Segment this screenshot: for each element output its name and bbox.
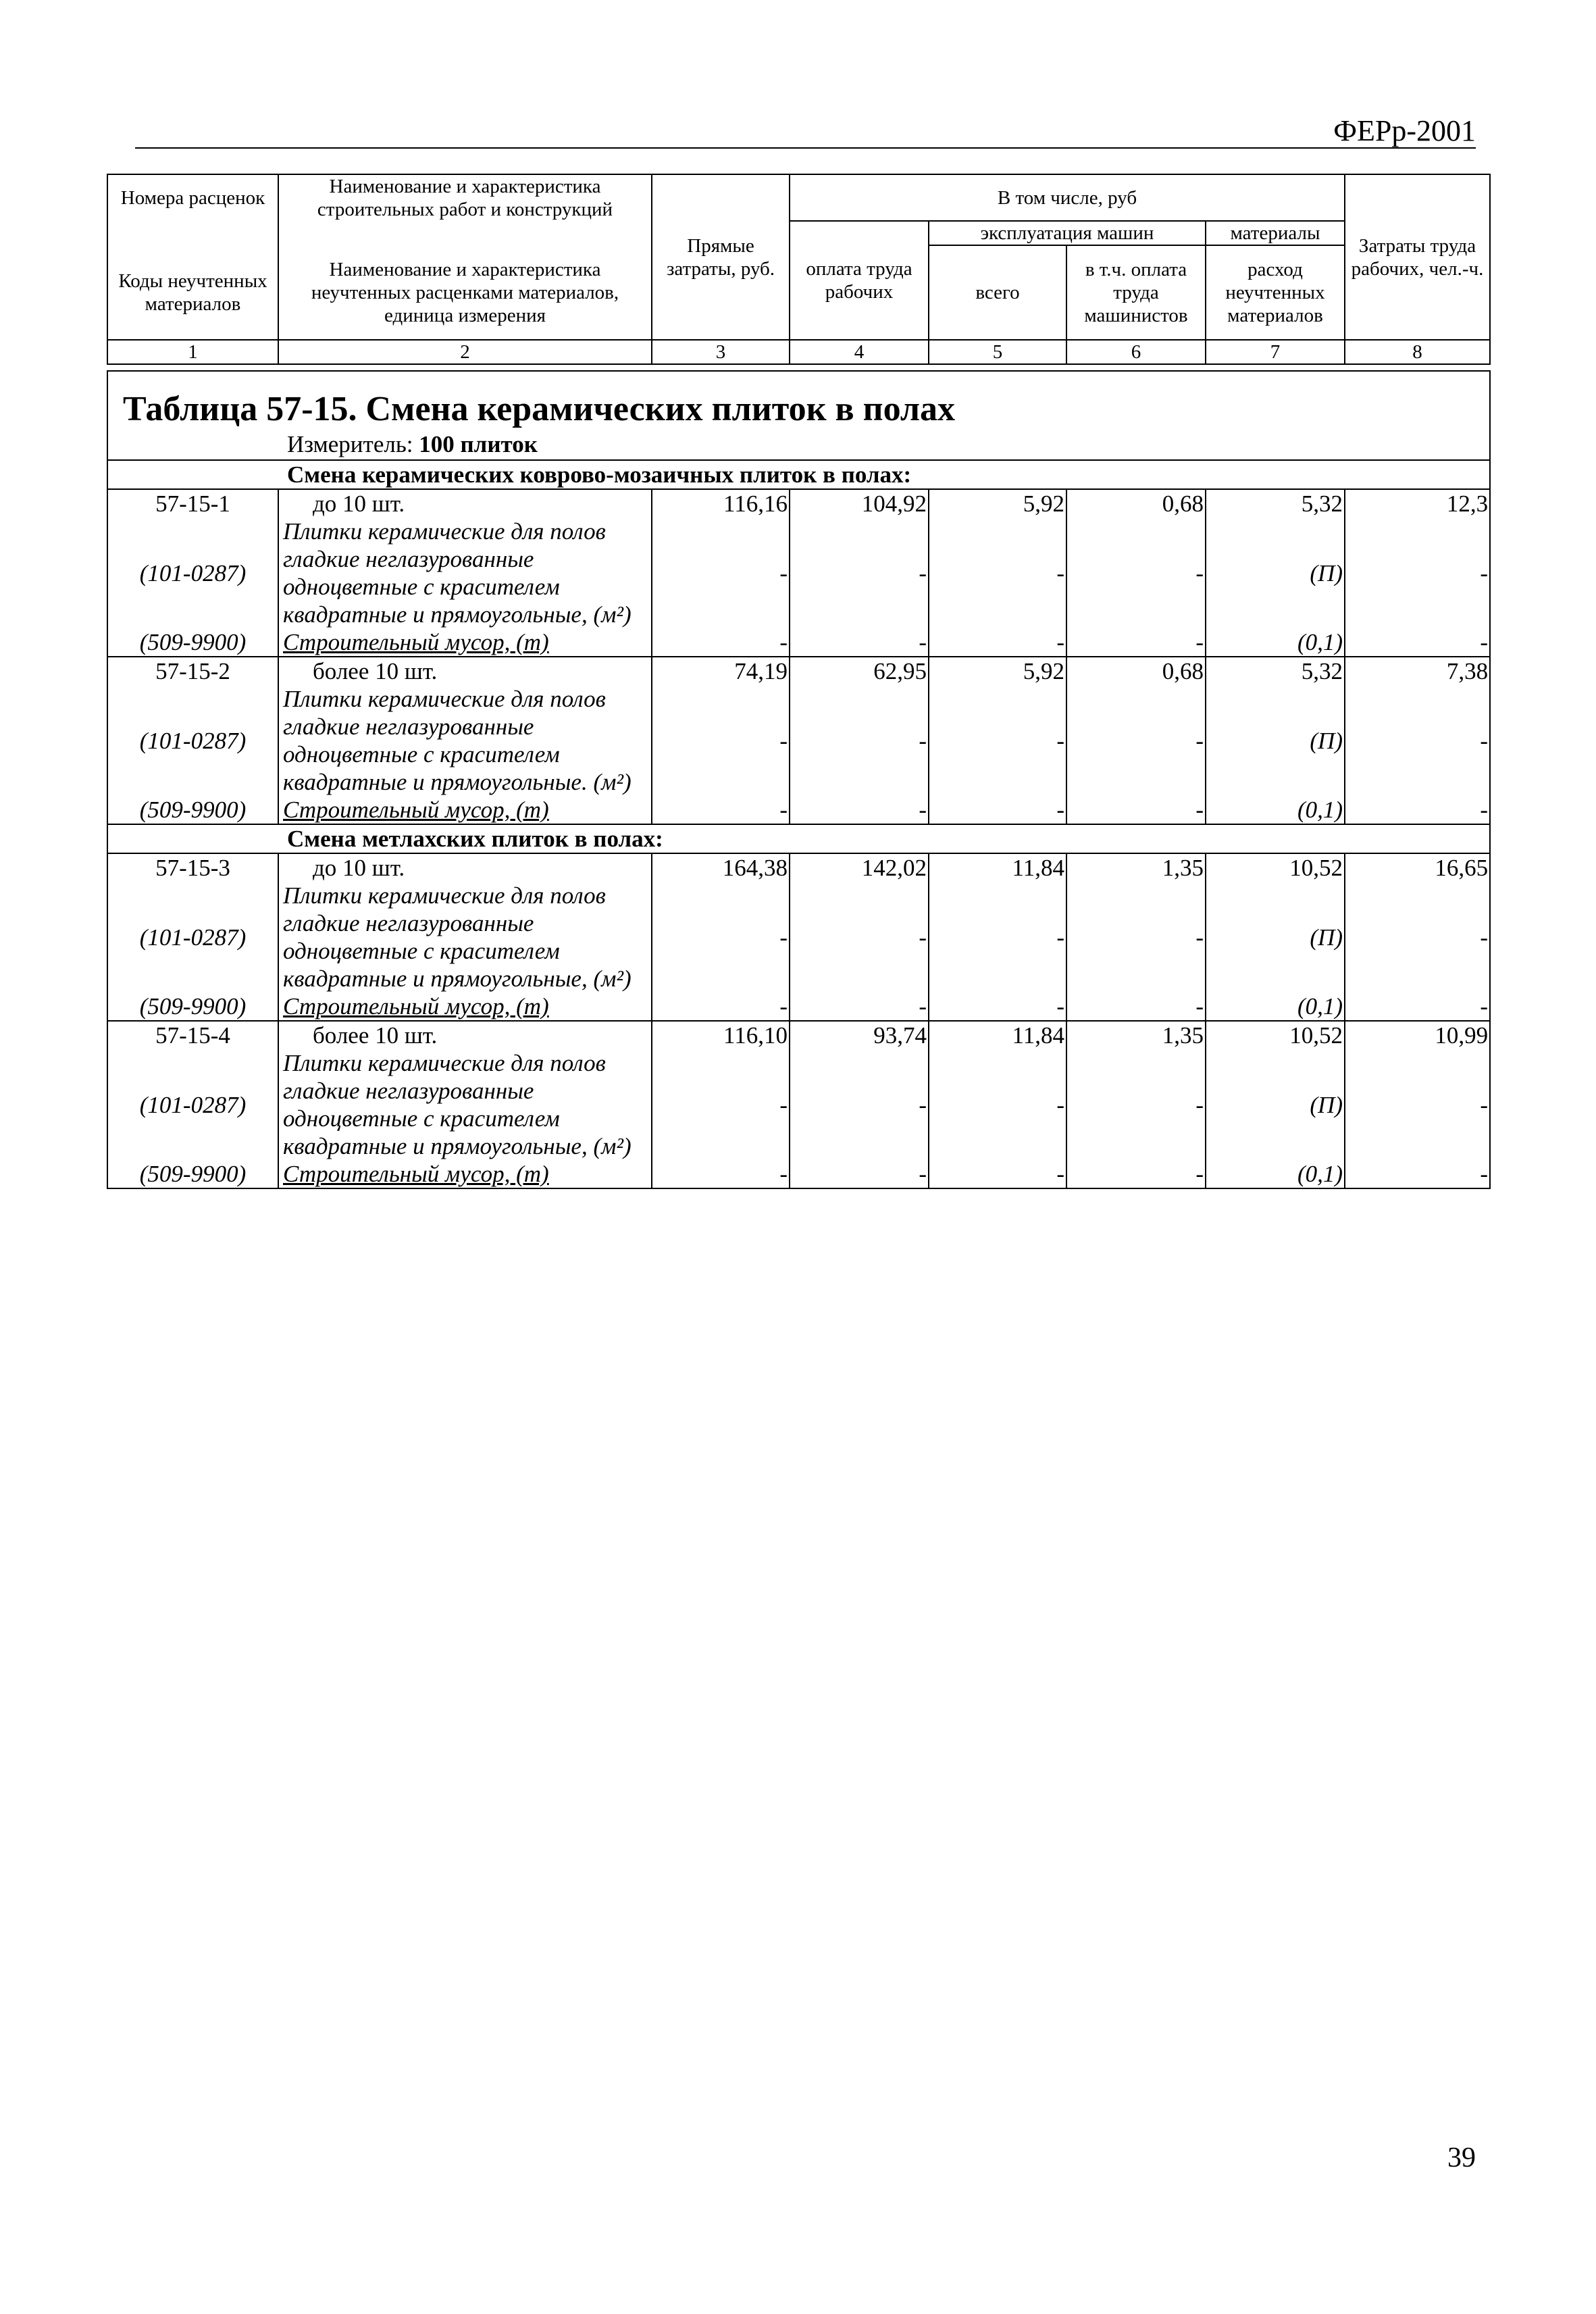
header-rule bbox=[135, 147, 1476, 149]
material-name-line: одноцветные с красителем bbox=[278, 937, 652, 965]
table-row bbox=[107, 1021, 1490, 1049]
table-row bbox=[107, 460, 1490, 489]
rate-value: 93,74 bbox=[790, 1021, 929, 1049]
material-value: - bbox=[790, 628, 929, 657]
material-value: - bbox=[790, 796, 929, 824]
material-code: (509-9900) bbox=[107, 796, 278, 824]
rate-value: 0,68 bbox=[1066, 489, 1206, 518]
table-row bbox=[107, 628, 1490, 657]
material-name-line: гладкие неглазурованные bbox=[278, 1077, 652, 1105]
column-number: 5 bbox=[929, 340, 1066, 364]
material-value: - bbox=[1066, 992, 1206, 1021]
rate-code: 57-15-3 bbox=[107, 853, 278, 882]
rate-value: 10,52 bbox=[1206, 853, 1345, 882]
column-number: 7 bbox=[1206, 340, 1345, 364]
material-value: - bbox=[790, 882, 929, 992]
material-value: - bbox=[1345, 685, 1490, 796]
material-code: (509-9900) bbox=[107, 628, 278, 657]
material-value: - bbox=[1066, 796, 1206, 824]
header-labor-costs: Затраты труда рабочих, чел.-ч. bbox=[1345, 174, 1490, 340]
rate-value: 5,32 bbox=[1206, 489, 1345, 518]
column-number: 2 bbox=[278, 340, 652, 364]
header-operator-pay: в т.ч. оплата труда машинистов bbox=[1066, 245, 1206, 340]
page-number: 39 bbox=[1447, 2142, 1476, 2173]
material-value: - bbox=[929, 685, 1066, 796]
header-material-name: Наименование и характеристика неучтенных расценками материалов, единица измерения bbox=[278, 245, 652, 340]
material-name-line: гладкие неглазурованные bbox=[278, 713, 652, 740]
material-value: - bbox=[652, 628, 790, 657]
material-value: - bbox=[929, 882, 1066, 992]
material-value: - bbox=[929, 992, 1066, 1021]
rate-value: 5,92 bbox=[929, 657, 1066, 685]
rate-value: 11,84 bbox=[929, 1021, 1066, 1049]
header-machines-total: всего bbox=[929, 245, 1066, 340]
column-number: 6 bbox=[1066, 340, 1206, 364]
table-row bbox=[107, 882, 1490, 909]
header-direct-costs: Прямые затраты, руб. bbox=[652, 174, 790, 340]
header-material-codes: Коды неучтенных материалов bbox=[107, 245, 278, 340]
table-row bbox=[107, 853, 1490, 882]
column-number: 1 bbox=[107, 340, 278, 364]
material-value: (0,1) bbox=[1206, 796, 1345, 824]
rate-value: 1,35 bbox=[1066, 853, 1206, 882]
material-value: - bbox=[790, 992, 929, 1021]
table-row bbox=[107, 1049, 1490, 1077]
material-value: - bbox=[1066, 1160, 1206, 1188]
material-value: - bbox=[652, 685, 790, 796]
column-number: 3 bbox=[652, 340, 790, 364]
header-worker-pay: оплата труда рабочих bbox=[790, 221, 929, 340]
material-value: - bbox=[1066, 518, 1206, 628]
material-name-line: квадратные и прямоугольные, (м²) bbox=[278, 965, 652, 992]
material-value: - bbox=[929, 1049, 1066, 1160]
rate-value: 164,38 bbox=[652, 853, 790, 882]
meter-value: 100 плиток bbox=[419, 431, 538, 457]
rate-value: 5,32 bbox=[1206, 657, 1345, 685]
material-name-line: квадратные и прямоугольные, (м²) bbox=[278, 1132, 652, 1160]
material-value: - bbox=[1345, 796, 1490, 824]
rate-value: 116,16 bbox=[652, 489, 790, 518]
table-row bbox=[107, 685, 1490, 713]
material-value: - bbox=[652, 1049, 790, 1160]
table-row bbox=[107, 796, 1490, 824]
rate-value: 5,92 bbox=[929, 489, 1066, 518]
header-materials: материалы bbox=[1206, 221, 1345, 245]
table-title: Таблица 57-15. Смена керамических плиток в полах bbox=[123, 390, 956, 428]
material-value: - bbox=[929, 796, 1066, 824]
table-row bbox=[107, 1160, 1490, 1188]
material-value: - bbox=[1066, 882, 1206, 992]
material-value: (0,1) bbox=[1206, 1160, 1345, 1188]
rate-value: 10,52 bbox=[1206, 1021, 1345, 1049]
material-value: - bbox=[929, 518, 1066, 628]
column-number: 8 bbox=[1345, 340, 1490, 364]
rate-value: 142,02 bbox=[790, 853, 929, 882]
material-value: - bbox=[652, 992, 790, 1021]
material-name-line: Плитки керамические для полов bbox=[278, 685, 652, 713]
material-code: (101-0287) bbox=[107, 882, 278, 992]
material-value: - bbox=[790, 1160, 929, 1188]
rate-code: 57-15-4 bbox=[107, 1021, 278, 1049]
rate-value: 11,84 bbox=[929, 853, 1066, 882]
table-row bbox=[107, 992, 1490, 1021]
material-value: - bbox=[1345, 1049, 1490, 1160]
rate-value: 16,65 bbox=[1345, 853, 1490, 882]
document-code: ФЕРр-2001 bbox=[1333, 114, 1476, 147]
material-value: (0,1) bbox=[1206, 628, 1345, 657]
material-value: - bbox=[1066, 1049, 1206, 1160]
material-value: - bbox=[929, 1160, 1066, 1188]
rate-value: 116,10 bbox=[652, 1021, 790, 1049]
material-value: (П) bbox=[1206, 518, 1345, 628]
material-name: Строительный мусор, (т) bbox=[278, 628, 652, 657]
rate-value: 1,35 bbox=[1066, 1021, 1206, 1049]
material-value: (П) bbox=[1206, 882, 1345, 992]
material-value: - bbox=[652, 1160, 790, 1188]
material-name-line: гладкие неглазурованные bbox=[278, 545, 652, 573]
material-value: - bbox=[790, 1049, 929, 1160]
material-value: - bbox=[1066, 685, 1206, 796]
header-machine-operation: эксплуатация машин bbox=[929, 221, 1206, 245]
material-name-line: одноцветные с красителем bbox=[278, 573, 652, 601]
rate-name: более 10 шт. bbox=[278, 1021, 652, 1049]
material-value: - bbox=[1345, 628, 1490, 657]
material-value: - bbox=[652, 796, 790, 824]
material-value: - bbox=[1066, 628, 1206, 657]
material-value: - bbox=[1345, 882, 1490, 992]
material-value: - bbox=[790, 685, 929, 796]
material-value: - bbox=[790, 518, 929, 628]
rate-name: до 10 шт. bbox=[278, 853, 652, 882]
material-value: - bbox=[1345, 992, 1490, 1021]
material-value: - bbox=[652, 882, 790, 992]
table-row bbox=[107, 657, 1490, 685]
material-code: (101-0287) bbox=[107, 1049, 278, 1160]
material-value: - bbox=[652, 518, 790, 628]
material-value: (П) bbox=[1206, 1049, 1345, 1160]
rate-value: 104,92 bbox=[790, 489, 929, 518]
rate-value: 7,38 bbox=[1345, 657, 1490, 685]
rate-name: более 10 шт. bbox=[278, 657, 652, 685]
table-row bbox=[107, 371, 1490, 430]
material-value: - bbox=[929, 628, 1066, 657]
material-name-line: квадратные и прямоугольные, (м²) bbox=[278, 601, 652, 628]
material-value: - bbox=[1345, 518, 1490, 628]
rate-value: 12,3 bbox=[1345, 489, 1490, 518]
rate-value: 62,95 bbox=[790, 657, 929, 685]
column-header-table bbox=[107, 174, 1491, 365]
material-code: (101-0287) bbox=[107, 518, 278, 628]
header-including: В том числе, руб bbox=[790, 174, 1345, 221]
material-name: Строительный мусор, (т) bbox=[278, 992, 652, 1021]
material-value: (0,1) bbox=[1206, 992, 1345, 1021]
material-code: (101-0287) bbox=[107, 685, 278, 796]
rate-code: 57-15-1 bbox=[107, 489, 278, 518]
rate-code: 57-15-2 bbox=[107, 657, 278, 685]
table-row bbox=[107, 489, 1490, 518]
table-row bbox=[107, 518, 1490, 545]
table-meter bbox=[107, 430, 1490, 460]
rate-name: до 10 шт. bbox=[278, 489, 652, 518]
material-name: Строительный мусор, (т) bbox=[278, 1160, 652, 1188]
rate-value: 10,99 bbox=[1345, 1021, 1490, 1049]
material-code: (509-9900) bbox=[107, 1160, 278, 1188]
material-value: (П) bbox=[1206, 685, 1345, 796]
rate-value: 74,19 bbox=[652, 657, 790, 685]
header-rate-numbers: Номера расценок bbox=[107, 174, 278, 221]
material-name-line: гладкие неглазурованные bbox=[278, 909, 652, 937]
header-work-name: Наименование и характеристика строительных работ и конструкций bbox=[278, 174, 652, 221]
material-name-line: одноцветные с красителем bbox=[278, 740, 652, 768]
material-value: - bbox=[1345, 1160, 1490, 1188]
rate-value: 0,68 bbox=[1066, 657, 1206, 685]
table-row bbox=[107, 824, 1490, 853]
material-name-line: Плитки керамические для полов bbox=[278, 1049, 652, 1077]
header-unaccounted-materials: расход неучтенных материалов bbox=[1206, 245, 1345, 340]
material-name-line: квадратные и прямоугольные. (м²) bbox=[278, 768, 652, 796]
table-row bbox=[107, 430, 1490, 460]
meter-label: Измеритель: bbox=[287, 431, 413, 457]
material-name-line: Плитки керамические для полов bbox=[278, 882, 652, 909]
material-name: Строительный мусор, (т) bbox=[278, 796, 652, 824]
column-number: 4 bbox=[790, 340, 929, 364]
material-code: (509-9900) bbox=[107, 992, 278, 1021]
section-title: Смена керамических коврово-мозаичных плиток в полах: bbox=[107, 460, 1490, 489]
section-title: Смена метлахских плиток в полах: bbox=[107, 824, 1490, 853]
material-name-line: Плитки керамические для полов bbox=[278, 518, 652, 545]
rates-table bbox=[107, 370, 1491, 1189]
material-name-line: одноцветные с красителем bbox=[278, 1105, 652, 1132]
